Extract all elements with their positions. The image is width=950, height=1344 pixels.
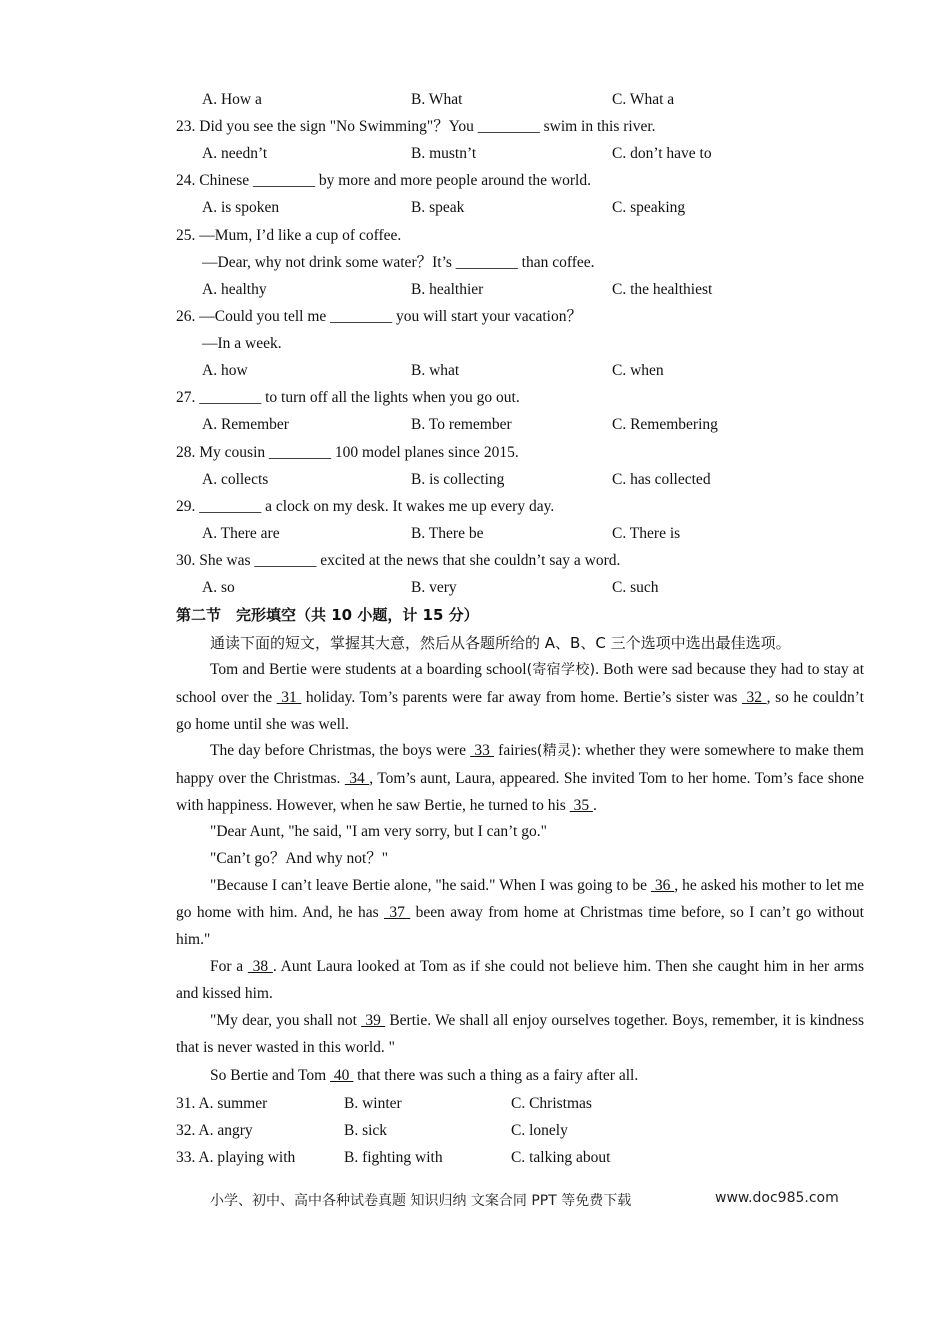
q28-option-c: C. has collected — [612, 471, 711, 488]
blank-35: 35 — [569, 797, 593, 814]
q27-option-b: B. To remember — [411, 416, 512, 433]
passage-paragraph-3 — [176, 818, 864, 845]
question-23-stem: 23. Did you see the sign "No Swimming"？You ________ swim in this river. — [176, 118, 656, 135]
question-26-reply: —In a week. — [202, 335, 282, 352]
blank-38: 38 — [247, 958, 273, 975]
q29-option-a: A. There are — [202, 525, 280, 542]
passage-text: The day before Christmas, the boys were — [210, 742, 471, 759]
question-24-stem: 24. Chinese ________ by more and more people around the world. — [176, 172, 591, 189]
q22-option-c: C. What a — [612, 91, 675, 108]
passage-text: . Aunt Laura looked at Tom as if she could not believe him. Then she caught him in her arms and kissed him. — [176, 958, 864, 1002]
passage-paragraph-6 — [176, 953, 864, 1007]
blank-36: 36 — [650, 877, 675, 894]
section-title: 第二节 完形填空（共 10 小题，计 15 分） — [176, 606, 479, 624]
q23-option-b: B. mustn’t — [411, 145, 477, 162]
q32-option-a: 32. A. angry — [176, 1122, 253, 1139]
passage-paragraph-4 — [176, 845, 864, 872]
q31-option-a: 31. A. summer — [176, 1095, 268, 1112]
chinese-gloss: (寄宿学校) — [526, 662, 596, 678]
question-28-stem: 28. My cousin ________ 100 model planes since 2015. — [176, 444, 519, 461]
passage-paragraph-5 — [176, 872, 864, 953]
q32-option-b: B. sick — [344, 1122, 388, 1139]
q22-option-a: A. How a — [202, 91, 262, 108]
passage-paragraph-2 — [176, 737, 864, 819]
question-27-stem: 27. ________ to turn off all the lights when you go out. — [176, 389, 520, 406]
footer-url-link[interactable]: www.doc985.com — [715, 1190, 839, 1206]
q29-option-b: B. There be — [411, 525, 484, 542]
blank-40: 40 — [330, 1067, 354, 1084]
q29-option-c: C. There is — [612, 525, 681, 542]
q27-option-a: A. Remember — [202, 416, 289, 433]
passage-text: holiday. Tom’s parents were far away from home. Bertie’s sister was — [301, 689, 742, 706]
blank-32: 32 — [741, 689, 767, 706]
passage-paragraph-1 — [176, 656, 864, 738]
q25-option-b: B. healthier — [411, 281, 484, 298]
q24-option-c: C. speaking — [612, 199, 686, 216]
q30-option-b: B. very — [411, 579, 457, 596]
q31-option-c: C. Christmas — [511, 1095, 592, 1112]
passage-text: "Can’t go？And why not？" — [210, 850, 389, 867]
question-26-stem: 26. —Could you tell me ________ you will start your vacation？ — [176, 308, 582, 325]
q33-option-b: B. fighting with — [344, 1149, 443, 1166]
q26-option-c: C. when — [612, 362, 664, 379]
passage-text: "My dear, you shall not — [210, 1012, 362, 1029]
question-25-reply: —Dear, why not drink some water？It’s ________ than coffee. — [202, 254, 595, 271]
section-instruction: 通读下面的短文，掌握其大意，然后从各题所给的 A、B、C 三个选项中选出最佳选项。 — [210, 634, 791, 652]
passage-text: . — [592, 797, 597, 814]
q30-option-a: A. so — [202, 579, 235, 596]
passage-text: "Dear Aunt, "he said, "I am very sorry, but I can’t go." — [210, 823, 547, 840]
q25-option-a: A. healthy — [202, 281, 267, 298]
question-25-stem: 25. —Mum, I’d like a cup of coffee. — [176, 227, 402, 244]
blank-34: 34 — [344, 770, 370, 787]
passage-text: fairies — [494, 742, 537, 759]
passage-text: : whether they were somewhere to make them happy over the Christmas. — [176, 742, 864, 787]
q28-option-b: B. is collecting — [411, 471, 505, 488]
q26-option-b: B. what — [411, 362, 460, 379]
passage-text: "Because I can’t leave Bertie alone, "he said." When I was going to be — [210, 877, 651, 894]
passage-text: , Tom’s aunt, Laura, appeared. She invited Tom to her home. Tom’s face shone with happiness. However, when he saw Bertie, he turned to his — [176, 770, 864, 814]
blank-37: 37 — [384, 904, 411, 921]
passage-text: , he asked his mother to let me go home with him. And, he has — [176, 877, 865, 921]
chinese-gloss: (精灵) — [536, 743, 577, 759]
q33-option-a: 33. A. playing with — [176, 1149, 296, 1166]
q31-option-b: B. winter — [344, 1095, 402, 1112]
passage-text: . Both were sad because they had to stay at school over the — [176, 661, 864, 706]
passage-text: For a — [210, 958, 248, 975]
q24-option-a: A. is spoken — [202, 199, 280, 216]
q30-option-c: C. such — [612, 579, 659, 596]
q24-option-b: B. speak — [411, 199, 465, 216]
passage-text: So Bertie and Tom — [210, 1067, 331, 1084]
passage-text: , so he couldn’t go home until she was well. — [176, 689, 864, 733]
passage-text: been away from home at Christmas time before, so I can’t go without him." — [176, 904, 864, 948]
q23-option-c: C. don’t have to — [612, 145, 712, 162]
passage-paragraph-8 — [176, 1062, 864, 1089]
passage-paragraph-7 — [176, 1007, 864, 1061]
blank-31: 31 — [276, 689, 302, 706]
q23-option-a: A. needn’t — [202, 145, 268, 162]
q33-option-c: C. talking about — [511, 1149, 611, 1166]
question-30-stem: 30. She was ________ excited at the news that she couldn’t say a word. — [176, 552, 621, 569]
q32-option-c: C. lonely — [511, 1122, 568, 1139]
passage-text: Bertie. We shall all enjoy ourselves together. Boys, remember, it is kindness that is never wasted in this world. " — [176, 1012, 864, 1056]
question-29-stem: 29. ________ a clock on my desk. It wakes me up every day. — [176, 498, 555, 515]
q27-option-c: C. Remembering — [612, 416, 718, 433]
page-footer — [210, 1190, 839, 1210]
q28-option-a: A. collects — [202, 471, 269, 488]
blank-33: 33 — [470, 742, 495, 759]
q25-option-c: C. the healthiest — [612, 281, 713, 298]
passage-text: Tom and Bertie were students at a boarding school — [210, 661, 527, 678]
passage-text: that there was such a thing as a fairy after all. — [353, 1067, 639, 1084]
blank-39: 39 — [361, 1012, 386, 1029]
footer-text: 小学、初中、高中各种试卷真题 知识归纳 文案合同 PPT 等免费下载 — [210, 1193, 632, 1209]
q26-option-a: A. how — [202, 362, 248, 379]
q22-option-b: B. What — [411, 91, 463, 108]
